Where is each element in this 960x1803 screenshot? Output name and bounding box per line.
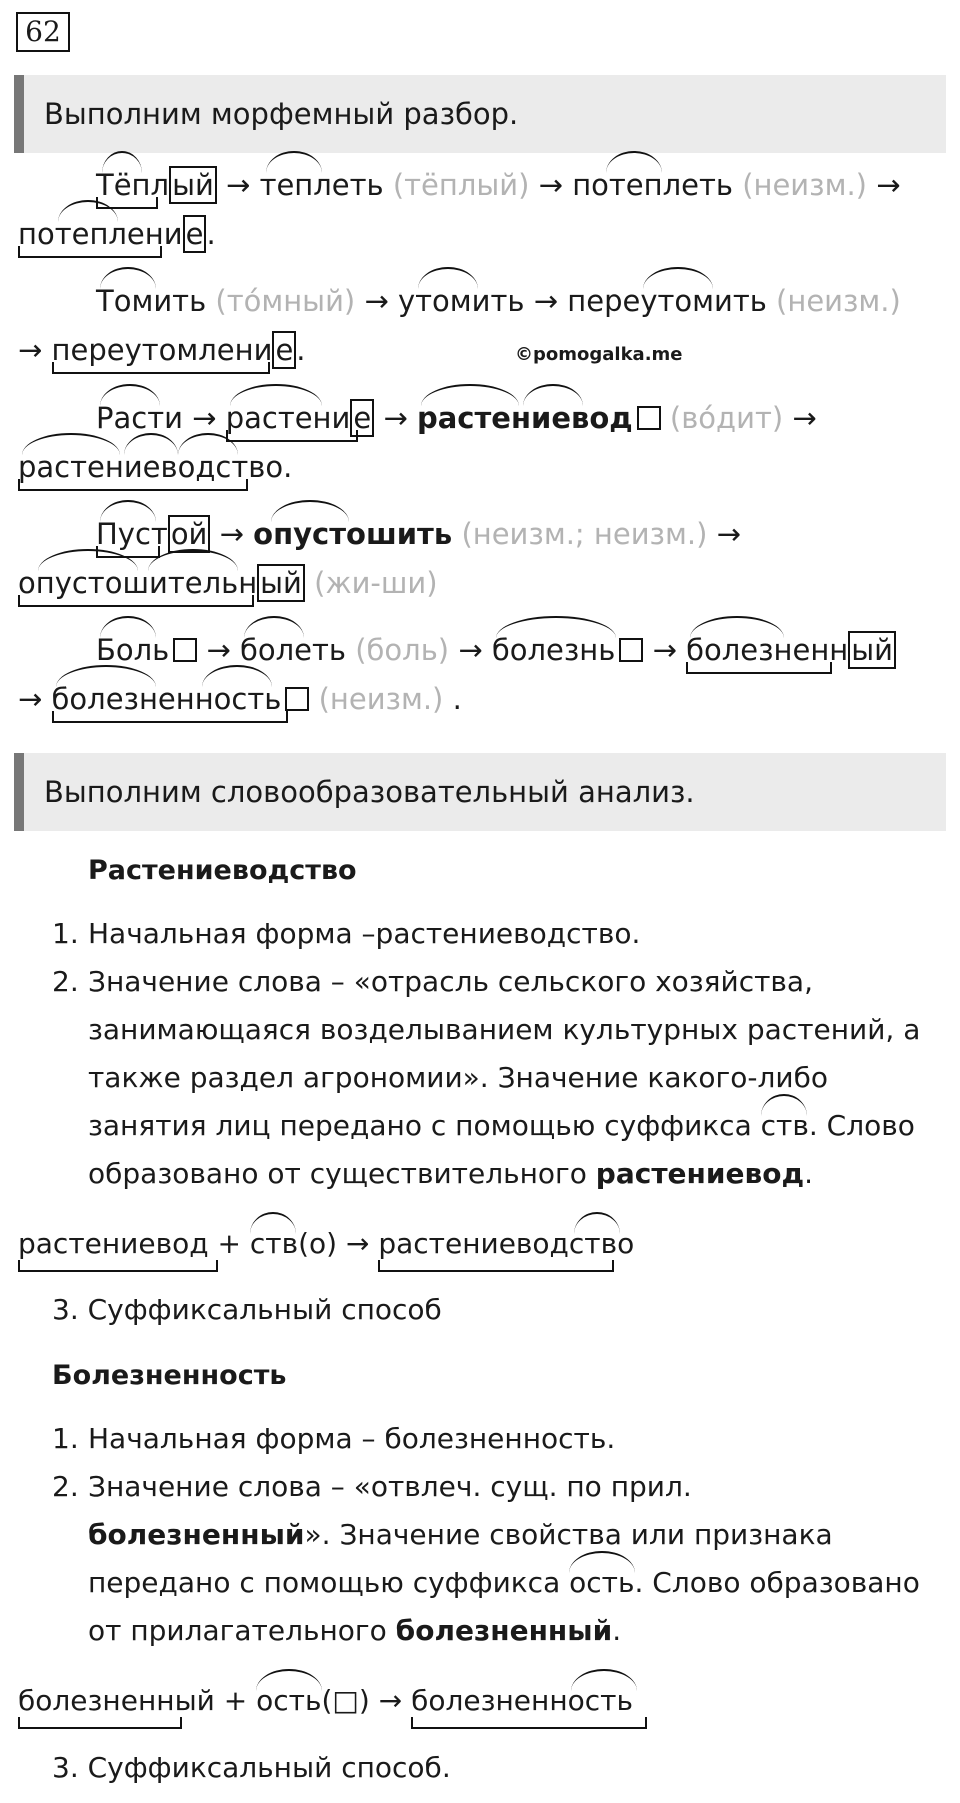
word-rasti: Расти [96, 398, 183, 438]
chain-2-line-1: Томить (то́мный) → утомить → переутомить (неизм.) [96, 281, 901, 321]
list-item-cont: передано с помощью суффикса ость. Слово образовано [88, 1559, 920, 1607]
word-tomitj: Томить [96, 281, 206, 321]
list-item-cont: занимающаяся возделыванием культурных растений, а [88, 1013, 921, 1046]
chain-3-line-1: Расти → растени е → растениевод (во́дит) → [96, 398, 817, 438]
banner-word-formation: Выполним словообразовательный анализ. [14, 753, 946, 831]
word-poteplenie: потеплени е [18, 214, 206, 254]
zero-ending-icon [637, 406, 661, 430]
word-rastenie: растени е [226, 398, 375, 438]
banner-morpheme: Выполним морфемный разбор. [14, 75, 946, 153]
zero-ending-icon [173, 638, 197, 662]
word-boleznennostj: болезненность [52, 679, 282, 719]
note: (неизм.) [742, 168, 867, 202]
chain-3-line-2 [18, 447, 292, 487]
word-boletj: болеть [240, 630, 346, 670]
chain-1-line-2: потеплени е . [18, 214, 216, 254]
note: (тёплый) [392, 168, 530, 202]
word-potepletj: потеплеть [572, 165, 733, 205]
word-rastenievodstvo: растениеводство. [18, 447, 292, 487]
section-title: Болезненность [52, 1360, 287, 1391]
list-item: Начальная форма –растениеводство. [88, 917, 641, 950]
list-item: Значение слова – «отрасль сельского хозяйства, [88, 965, 813, 998]
word-bolj: Боль [96, 630, 169, 670]
note: (то́мный) [215, 284, 356, 318]
chain-4-line-2 [18, 563, 438, 603]
word-teply: Тёпл ый [96, 165, 217, 205]
note: (неизм.; неизм.) [461, 517, 708, 551]
word-opustoshitj: опустошить [253, 514, 452, 554]
word-pereutomlenie: переутомлени е [52, 330, 297, 370]
word-rastenievod: растениевод [417, 398, 633, 438]
section-title: Растениеводство [88, 855, 357, 886]
word-opustoshitelnyj: опустошительн ый [18, 563, 305, 603]
list-number: 1. [52, 917, 79, 950]
list-item-cont: болезненный». Значение свойства или признака [88, 1518, 833, 1551]
word-tepletj: теплеть [260, 165, 384, 205]
list-item-cont: занятия лиц передано с помощью суффикса ств. Слово [88, 1102, 915, 1150]
note: (боль) [355, 633, 450, 667]
list-number: 2. [52, 1470, 79, 1503]
chain-4-line-1: Пуст ой → опустошить (неизм.; неизм.) → [96, 514, 741, 554]
chain-2-line-2: → переутомлени е . [18, 330, 306, 370]
note: (во́дит) [669, 401, 784, 435]
formula-2: болезненный + ость(□) → болезненность [18, 1677, 633, 1725]
chain-5-line-1: Боль → болеть (боль) → болезнь → болезненн ый [96, 630, 896, 670]
word-utomitj: утомить [398, 281, 525, 321]
task-number: 62 [16, 12, 70, 52]
note: (жи-ши) [314, 566, 438, 600]
zero-ending-icon [619, 638, 643, 662]
list-item: 3. Суффиксальный способ. [52, 1751, 451, 1784]
word-pustoj: Пуст ой [96, 514, 210, 554]
list-item: 3. Суффиксальный способ [52, 1293, 442, 1326]
note: (неизм.) [318, 682, 444, 716]
zero-ending-icon [285, 687, 309, 711]
list-item: Начальная форма – болезненность. [88, 1422, 616, 1455]
list-number: 1. [52, 1422, 79, 1455]
list-item: Значение слова – «отвлеч. сущ. по прил. [88, 1470, 692, 1503]
chain-5-line-2: → болезненность (неизм.) . [18, 679, 462, 719]
word-boleznennyj: болезненн ый [686, 630, 896, 670]
note: (неизм.) [776, 284, 901, 318]
formula-1: растениевод + ств(о) → растениеводство [18, 1220, 634, 1268]
list-item-cont: также раздел агрономии». Значение какого-либо [88, 1061, 828, 1094]
chain-1-line-1: Тёпл ый → теплеть (тёплый) → потеплеть (неизм.) → [96, 165, 901, 205]
word-pereutomitj: переутомить [567, 281, 767, 321]
watermark: ©pomogalka.me [515, 344, 683, 365]
list-item-cont: образовано от существительного растениевод. [88, 1157, 813, 1190]
word-boleznj: болезнь [492, 630, 615, 670]
list-item-cont: от прилагательного болезненный. [88, 1614, 622, 1647]
list-number: 2. [52, 965, 79, 998]
